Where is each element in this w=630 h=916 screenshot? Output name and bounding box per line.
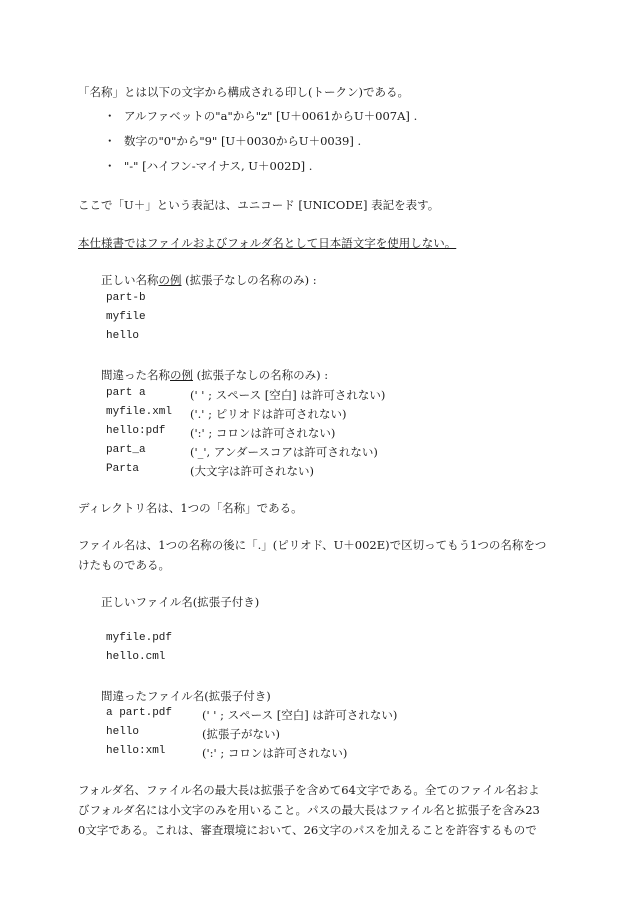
- wrong-files-heading: 間違ったファイル名(拡張子付き): [101, 689, 271, 703]
- correct-name-item: hello: [106, 330, 140, 342]
- heading-text: 正しい名称: [101, 273, 159, 287]
- wrong-file-item: a part.pdf: [106, 707, 173, 719]
- correct-name-item: part-b: [106, 292, 146, 304]
- heading-note: (拡張子なしの名称のみ) :: [193, 368, 329, 382]
- bullet-mark: ・: [104, 134, 116, 148]
- wrong-name-reason: ('.' ; ピリオドは許可されない): [190, 407, 347, 421]
- no-japanese-note: 本仕様書ではファイルおよびフォルダ名として日本語文字を使用しない。: [78, 236, 457, 250]
- wrong-name-reason: (大文字は許可されない): [190, 464, 314, 478]
- directory-name-note: ディレクトリ名は、1つの「名称」である。: [78, 501, 303, 515]
- wrong-file-reason: (' ' ; スペース [空白] は許可されない): [202, 708, 398, 722]
- bullet-alphabet: アルファベットの"a"から"z" [U＋0061からU＋007A] .: [124, 109, 418, 123]
- heading-text: 間違った名称: [101, 368, 170, 382]
- wrong-name-reason: (':' ; コロンは許可されない): [190, 426, 336, 440]
- wrong-name-reason: ('_', アンダースコアは許可されない): [190, 445, 378, 459]
- wrong-name-item: Parta: [106, 463, 140, 475]
- correct-files-heading: 正しいファイル名(拡張子付き): [101, 595, 260, 609]
- wrong-name-item: myfile.xml: [106, 406, 173, 418]
- bullet-digits: 数字の"0"から"9" [U＋0030からU＋0039] .: [124, 134, 362, 148]
- wrong-name-item: part_a: [106, 444, 146, 456]
- heading-underlined: の例: [158, 273, 182, 287]
- bullet-hyphen: "-" [ハイフン-マイナス, U＋002D] .: [124, 159, 313, 173]
- max-length-line3: 0文字である。これは、審査環境において、26文字のパスを加えることを許容するもので: [78, 823, 537, 837]
- bullet-mark: ・: [104, 109, 116, 123]
- correct-name-item: myfile: [106, 311, 146, 323]
- wrong-file-item: hello:xml: [106, 745, 166, 757]
- file-name-line2: けたものである。: [78, 558, 170, 572]
- correct-file-item: hello.cml: [106, 651, 166, 663]
- correct-file-item: myfile.pdf: [106, 632, 173, 644]
- heading-note: (拡張子なしの名称のみ) :: [181, 273, 317, 287]
- wrong-name-item: hello:pdf: [106, 425, 166, 437]
- bullet-mark: ・: [104, 159, 116, 173]
- unicode-note: ここで「U＋」という表記は、ユニコード [UNICODE] 表記を表す。: [78, 198, 440, 212]
- wrong-file-item: hello: [106, 726, 140, 738]
- intro-line: 「名称」とは以下の文字から構成される印し(トークン)である。: [78, 85, 409, 99]
- wrong-names-heading: [101, 367, 328, 383]
- correct-names-heading: [101, 272, 317, 288]
- wrong-name-item: part a: [106, 387, 146, 399]
- wrong-file-reason: (拡張子がない): [202, 727, 280, 741]
- wrong-name-reason: (' ' ; スペース [空白] は許可されない): [190, 388, 386, 402]
- max-length-line2: びフォルダ名には小文字のみを用いること。パスの最大長はファイル名と拡張子を含み23: [78, 803, 540, 817]
- wrong-file-reason: (':' ; コロンは許可されない): [202, 746, 348, 760]
- heading-underlined: の例: [170, 368, 193, 382]
- max-length-line1: フォルダ名、ファイル名の最大長は拡張子を含めて64文字である。全てのファイル名およ: [78, 783, 540, 797]
- file-name-line1: ファイル名は、1つの名称の後に「.」(ピリオド、U＋002E)で区切ってもう1つの名称をつ: [78, 538, 547, 552]
